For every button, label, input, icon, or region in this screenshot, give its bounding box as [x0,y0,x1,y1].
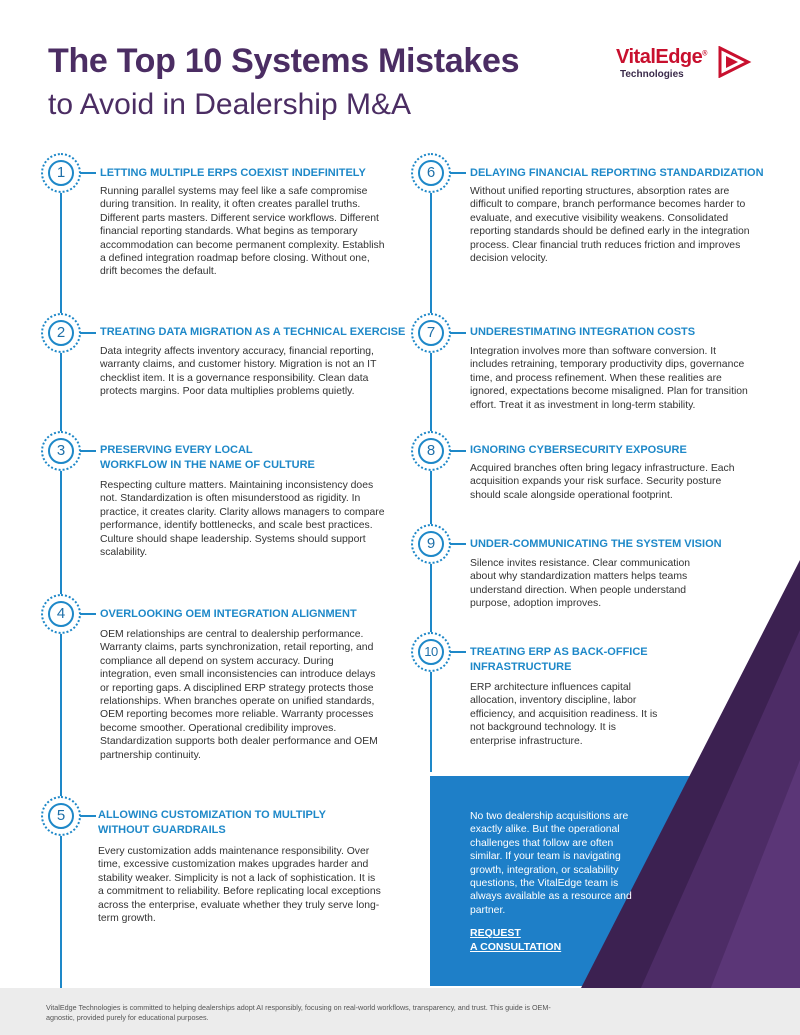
logo-mark-icon [716,46,752,78]
logo-wordmark: VitalEdge® [616,46,707,68]
number-badge: 5 [41,796,81,836]
connector-line [80,172,96,174]
number-badge: 7 [411,313,451,353]
item-title: PRESERVING EVERY LOCAL WORKFLOW IN THE NAME OF CULTURE [100,444,315,471]
number-badge: 9 [411,524,451,564]
connector-line [80,450,96,452]
vitaledge-logo [616,44,756,84]
request-consultation-link[interactable]: REQUEST A CONSULTATION [470,927,562,953]
connector-line [450,543,466,545]
item-title: UNDER-COMMUNICATING THE SYSTEM VISION [470,538,722,550]
item-title: ALLOWING CUSTOMIZATION TO MULTIPLY WITHOUT GUARDRAILS [98,809,326,836]
item-body: Data integrity affects inventory accuracy, financial reporting, warranty claims, and customer history. Migration is not an IT checklist item. It is a governance responsibility. Clean data protects margins. Poor data multiplies problems quietly. [100,346,377,398]
footer-disclaimer: VitalEdge Technologies is committed to helping dealerships adopt AI responsibly, focusing on real-world workflows, transparency, and trust. This guide is OEM-agnostic, provided purely for educational purposes. [46,1003,551,1022]
cta-message: No two dealership acquisitions are exactly alike. But the operational challenges that follow are often similar. If your team is navigating growth, integration, or scalability questions, the VitalEdge team is always available as a resource and partner. [470,811,632,916]
connector-line [450,651,466,653]
item-body: Respecting culture matters. Maintaining inconsistency does not. Standardization is often misunderstood as rigidity. In practice, it creates clarity. Clarity allows managers to compare performance, identify bottlenecks, and scale best practices. Culture should shape leadership. Systems should support scalability. [100,480,385,559]
number-badge: 2 [41,313,81,353]
connector-line [80,815,96,817]
connector-line [450,332,466,334]
number-badge: 6 [411,153,451,193]
item-body: Every customization adds maintenance responsibility. Over time, excessive customization makes upgrades harder and stability weaker. Simplicity is not a lack of sophistication. It is a commitment to reliability. Before replicating local exceptions across the enterprise, evaluate whether they truly serve long-term growth. [98,846,381,925]
page-title: The Top 10 Systems Mistakes [48,42,520,80]
timeline-left-line [60,172,62,990]
item-body: Without unified reporting structures, absorption rates are difficult to compare, branch performance becomes harder to evaluate, and executive visibility weakens. Consolidated reporting standards should be defined early in the integration process. Clear financial truth reduces friction and improves decision velocity. [470,186,750,265]
item-title: TREATING DATA MIGRATION AS A TECHNICAL EXERCISE [100,326,406,338]
item-body: Integration involves more than software conversion. It includes retraining, temporary productivity dips, governance time, and process refinement. When these realities are ignored, expectations become misaligned. Plan for transition effort. Treat it as investment in long-term stability. [470,346,748,411]
connector-line [450,450,466,452]
item-title: TREATING ERP AS BACK-OFFICE INFRASTRUCTURE [470,646,648,673]
number-badge: 10 [411,632,451,672]
page-subtitle: to Avoid in Dealership M&A [48,88,411,121]
connector-line [450,172,466,174]
connector-line [80,332,96,334]
item-title: UNDERESTIMATING INTEGRATION COSTS [470,326,696,338]
item-title: OVERLOOKING OEM INTEGRATION ALIGNMENT [100,608,357,620]
number-badge: 3 [41,431,81,471]
timeline-right-line [430,172,432,772]
item-body: Running parallel systems may feel like a safe compromise during transition. In reality, it often creates parallel truths. Different parts masters. Different service workflows. Different financial reporting standards. What begins as temporary accommodation can become permanent complexity. Establish a defined integration roadmap before closing. Without one, drift becomes the default. [100,186,385,278]
item-title: IGNORING CYBERSECURITY EXPOSURE [470,444,687,456]
logo-subtitle: Technologies [620,69,684,80]
item-title: DELAYING FINANCIAL REPORTING STANDARDIZATION [470,167,764,179]
item-body: ERP architecture influences capital allocation, inventory discipline, labor efficiency, and acquisition readiness. It is not background technology. It is enterprise infrastructure. [470,682,658,747]
connector-line [80,613,96,615]
item-body: Acquired branches often bring legacy infrastructure. Each acquisition expands your risk surface. Security posture should scale alongside operational footprint. [470,463,735,501]
number-badge: 1 [41,153,81,193]
item-body: OEM relationships are central to dealership performance. Warranty claims, parts synchronization, retail reporting, and compliance all depend on system accuracy. During integration, even small inconsistencies can introduce delays or reporting gaps. A disciplined ERP strategy protects those relationships. When branches operate on unified standards, OEM reporting becomes more reliable. Warranty processes become smoother. Operational credibility improves. Standardization supports both dealer performance and OEM partnership continuity. [100,629,378,761]
item-body: Silence invites resistance. Clear communication about why standardization matters helps teams understand direction. When people understand purpose, adoption improves. [470,558,691,610]
number-badge: 4 [41,594,81,634]
item-title: LETTING MULTIPLE ERPS COEXIST INDEFINITELY [100,167,366,179]
number-badge: 8 [411,431,451,471]
decorative-triangle-graphic [560,560,800,990]
